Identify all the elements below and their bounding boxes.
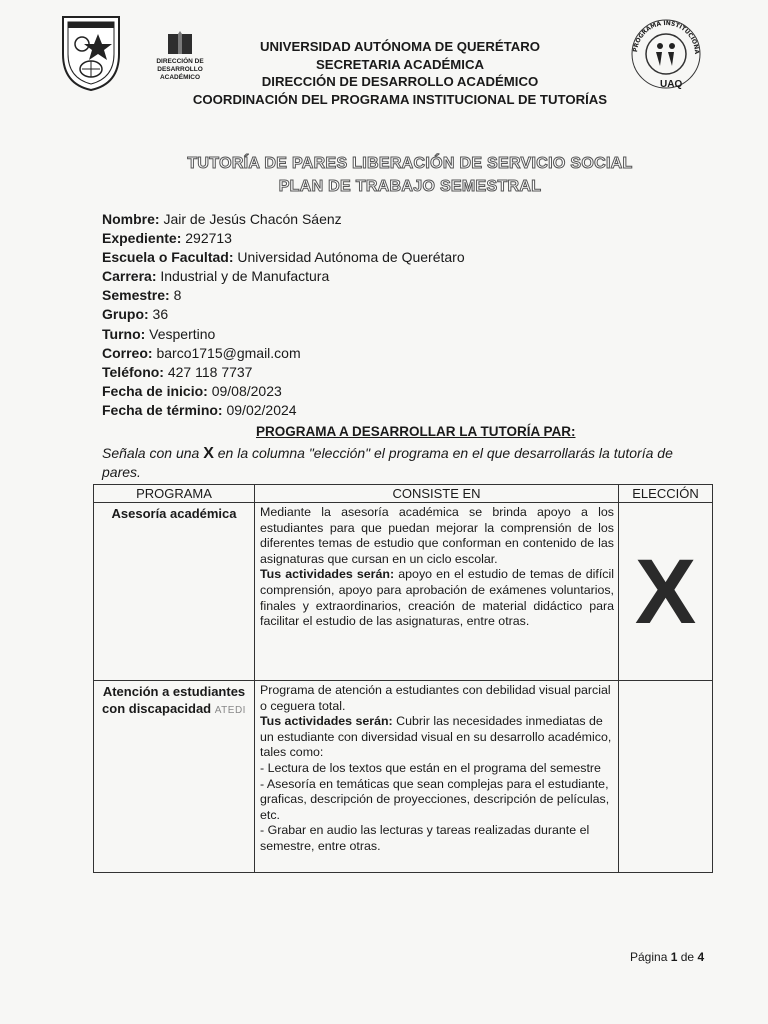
page-of: de (680, 950, 695, 964)
program-name (94, 503, 255, 681)
program-heading: PROGRAMA A DESARROLLAR LA TUTORÍA PAR: (256, 424, 576, 439)
field-label: Correo: (102, 344, 153, 361)
field-row (102, 382, 465, 401)
field-label: Fecha de inicio: (102, 382, 208, 399)
field-row (102, 229, 465, 248)
field-label: Escuela o Facultad: (102, 249, 234, 266)
page-number (630, 950, 704, 964)
description-intro: Programa de atención a estudiantes con debilidad visual parcial o ceguera total. (260, 683, 611, 713)
field-label: Grupo: (102, 306, 149, 323)
instruction-text (102, 444, 682, 482)
column-header-consiste: CONSISTE EN (255, 485, 619, 503)
selection-mark: X (634, 540, 697, 643)
header-direccion: DIRECCIÓN DE DESARROLLO ACADÉMICO (261, 74, 539, 89)
field-value: Industrial y de Manufactura (160, 268, 330, 285)
field-value: 8 (173, 287, 182, 304)
field-value: 09/08/2023 (211, 382, 282, 399)
field-label: Carrera: (102, 268, 157, 285)
header-coordinacion: COORDINACIÓN DEL PROGRAMA INSTITUCIONAL DE TUTORÍAS (192, 91, 608, 107)
field-label: Fecha de término: (102, 401, 223, 418)
table-row (94, 681, 713, 873)
svg-text:PROGRAMA INSTITUCIONAL DE TUTO: PROGRAMA INSTITUCIONA (632, 19, 701, 55)
selection-cell[interactable] (619, 681, 713, 873)
document-header (190, 38, 610, 108)
field-label: Semestre: (102, 287, 170, 304)
program-description (255, 503, 619, 681)
program-name-text: Asesoría académica (111, 506, 237, 521)
dda-logo-caption: DIRECCIÓN DE DESARROLLO ACADÉMICO (156, 58, 204, 81)
title-line-1: TUTORÍA DE PARES LIBERACIÓN DE SERVICIO SOCIAL (187, 155, 633, 172)
title-line-2: PLAN DE TRABAJO SEMESTRAL (278, 178, 542, 195)
table-row (94, 503, 713, 681)
activity-bullet: - Asesoría en temáticas que sean complejas para el estudiante, graficas, descripción de proyecciones, descripción de películas, etc. (260, 776, 610, 822)
instruction-after: en la columna "elección" el programa en el que desarrollarás la tutoría de pares. (102, 445, 673, 480)
activity-bullet: - Lectura de los textos que están en el programa del semestre (260, 760, 601, 775)
university-seal-logo (60, 14, 122, 92)
field-value: Vespertino (149, 325, 216, 342)
page-current: 1 (670, 950, 678, 964)
field-row (102, 363, 465, 382)
activities-label: Tus actividades serán: (260, 567, 395, 582)
program-name-text: Atención a estudiantes con discapacidad (102, 684, 246, 716)
field-value: barco1715@gmail.com (156, 344, 301, 361)
field-row (102, 401, 465, 420)
header-university: UNIVERSIDAD AUTÓNOMA DE QUERÉTARO (259, 39, 541, 54)
activities-text: apoyo en el estudio de temas de difícil comprensión, apoyo para aprobación de exámenes voluntarios, finales y extraordinarios, creación de material didáctico para facilitar el estudio de las asignaturas, entre otras. (260, 567, 614, 629)
field-label: Nombre: (102, 211, 160, 227)
program-table (93, 484, 713, 873)
document-title (150, 152, 670, 198)
program-name (94, 681, 255, 873)
field-row (102, 344, 465, 363)
uaq-label: UAQ (660, 79, 683, 90)
field-row (102, 210, 465, 229)
column-header-eleccion: ELECCIÓN (619, 485, 713, 503)
instruction-before: Señala con una (102, 445, 200, 461)
field-value: Universidad Autónoma de Querétaro (237, 249, 465, 266)
selection-cell[interactable] (619, 503, 713, 681)
field-row (102, 248, 465, 267)
column-header-programa: PROGRAMA (94, 485, 255, 503)
field-value: 427 118 7737 (167, 363, 253, 380)
field-label: Teléfono: (102, 363, 164, 380)
program-acronym: ATEDI (214, 705, 246, 716)
program-description (255, 681, 619, 873)
page-word: Página (630, 950, 668, 964)
field-label: Turno: (102, 325, 146, 342)
activities-text: Cubrir las necesidades inmediatas de un estudiante con diversidad visual en su desarrollo académico, tales como: (260, 714, 612, 760)
field-row (102, 286, 465, 305)
field-row (102, 325, 465, 344)
table-header-row (94, 485, 713, 503)
field-value: 09/02/2024 (226, 401, 297, 418)
field-value: 36 (152, 306, 169, 323)
activities-label: Tus actividades serán: (260, 714, 393, 729)
header-secretaria: SECRETARIA ACADÉMICA (315, 56, 485, 72)
activity-bullet: - Grabar en audio las lecturas y tareas realizadas durante el semestre, entre otras. (260, 823, 590, 853)
field-row (102, 305, 465, 324)
description-intro: Mediante la asesoría académica se brinda apoyo a los estudiantes para que puedan mejorar la comprensión de los diferentes temas de estudio que conforman en contenido de las asignaturas que cursan en un ciclo escolar. (260, 505, 614, 566)
field-row (102, 267, 465, 286)
field-value: Jair de Jesús Chacón Sáenz (163, 211, 342, 227)
field-value: 292713 (185, 230, 232, 247)
student-info (102, 210, 465, 420)
field-label: Expediente: (102, 230, 182, 247)
page-total: 4 (697, 950, 705, 964)
instruction-mark: X (203, 445, 214, 462)
